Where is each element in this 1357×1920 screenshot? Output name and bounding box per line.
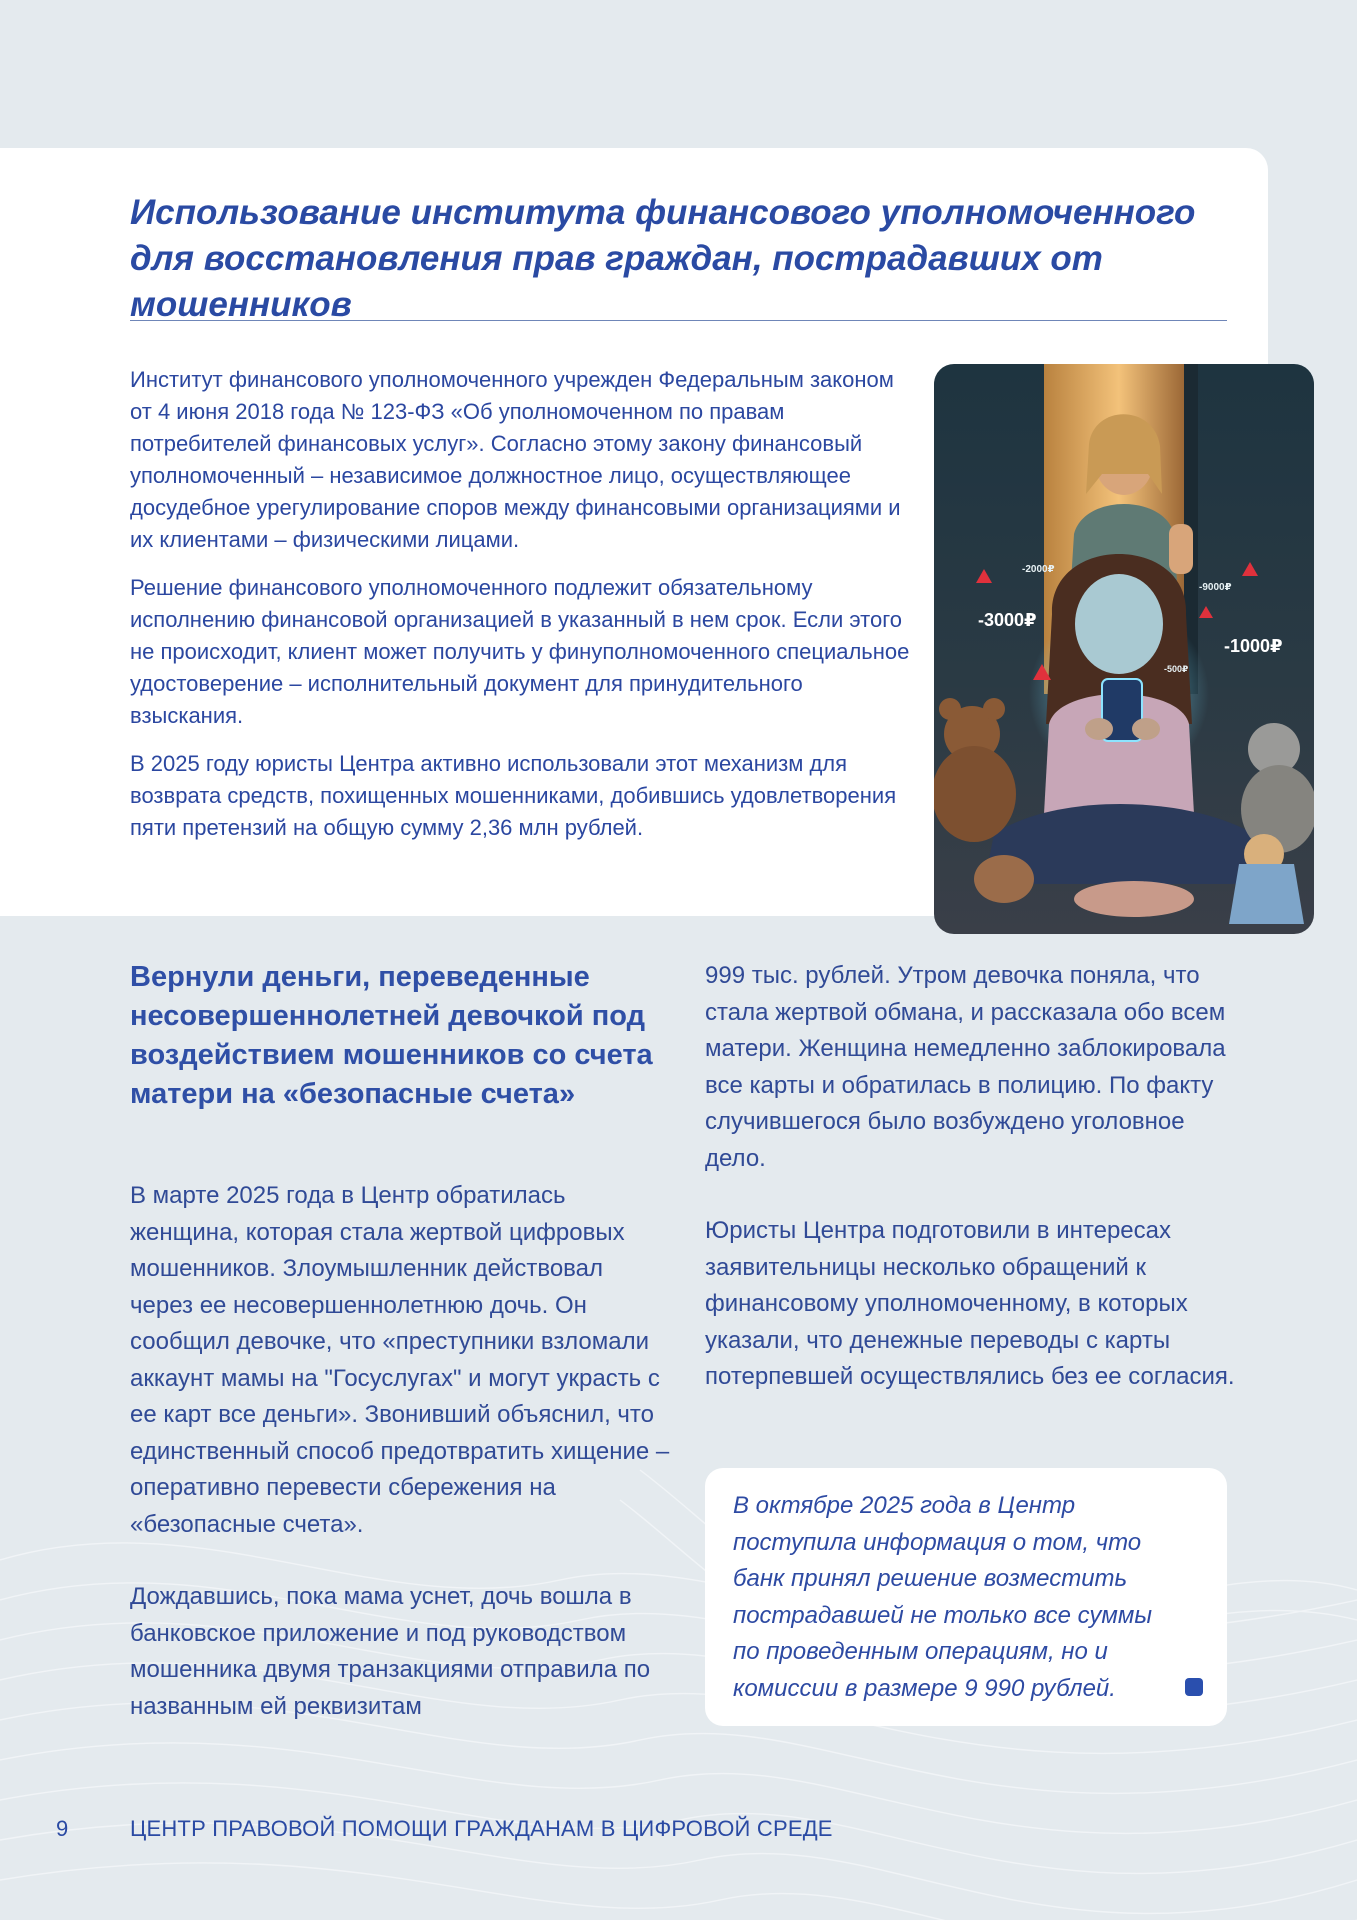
case-paragraph: В марте 2025 года в Центр обратилась женщина, которая стала жертвой цифровых мошенников. Злоумышленник действовал через ее несовершеннолетнюю дочь. Он сообщил девочке, что «преступники взломали аккаунт мамы на "Госуслугах" и могут украсть с ее карт все деньги». Звонивший объяснил, что единственный способ предотвратить хищение – оперативно перевести сбережения на «безопасные счета».	[130, 1182, 670, 1538]
intro-paragraph: Институт финансового уполномоченного учрежден Федеральным законом от 4 июня 2018 года № 123-ФЗ «Об уполномоченном по правам потребителей финансовых услуг». Согласно этому закону финансовый уполномоченный – независимое должностное лицо, осуществляющее досудебное урегулирование споров между финансовыми организациями и их клиентами – физическими лицами.	[130, 367, 901, 552]
intro-text	[130, 364, 910, 860]
case-column-right	[705, 958, 1245, 1432]
page-title: Использование института финансового уполномоченного для восстановления прав граждан, пострадавших от мошенников	[130, 193, 1196, 324]
title-divider	[130, 320, 1227, 321]
case-paragraph: 999 тыс. рублей. Утром девочка поняла, что стала жертвой обмана, и рассказала обо всем матери. Женщина немедленно заблокировала все карты и обратилась в полицию. По факту случившегося было возбуждено уголовное дело.	[705, 962, 1226, 1172]
intro-paragraph: Решение финансового уполномоченного подлежит обязательному исполнению финансовой организацией в указанный в нем срок. Если этого не происходит, клиент может получить у финуполномоченного специальное удостоверение – исполнительный документ для принудительного взыскания.	[130, 575, 910, 728]
case-heading: Вернули деньги, переведенные несовершеннолетней девочкой под воздействием мошенников со счета матери на «безопасные счета»	[130, 961, 653, 1110]
callout-square-icon	[1185, 1678, 1203, 1696]
footer-title: ЦЕНТР ПРАВОВОЙ ПОМОЩИ ГРАЖДАНАМ В ЦИФРОВОЙ СРЕДЕ	[130, 1816, 833, 1841]
amount-label: -3000₽	[978, 610, 1037, 630]
amount-label: -1000₽	[1224, 636, 1283, 656]
intro-paragraph: В 2025 году юристы Центра активно использовали этот механизм для возврата средств, похищенных мошенниками, добившись удовлетворения пяти претензий на общую сумму 2,36 млн рублей.	[130, 751, 897, 840]
result-callout	[705, 1468, 1227, 1726]
case-paragraph: Дождавшись, пока мама уснет, дочь вошла в банковское приложение и под руководством мошенника двумя транзакциями отправила по названным ей реквизитам	[130, 1583, 651, 1720]
page-number: 9	[56, 1816, 69, 1841]
amount-label: -9000₽	[1199, 582, 1232, 593]
case-column-left	[130, 1178, 670, 1761]
callout-text: В октябре 2025 года в Центр поступила информация о том, что банк принял решение возместить пострадавшей не только все суммы по проведенным операциям, но и комиссии в размере 9 990 рублей.	[733, 1492, 1152, 1702]
illustration-girl-with-phone	[934, 364, 1314, 934]
case-paragraph: Юристы Центра подготовили в интересах заявительницы несколько обращений к финансовому уполномоченному, в которых указали, что денежные переводы с карты потерпевшей осуществлялись без ее согласия.	[705, 1217, 1235, 1390]
amount-label: -500₽	[1164, 664, 1189, 674]
amount-label: -2000₽	[1022, 564, 1055, 575]
